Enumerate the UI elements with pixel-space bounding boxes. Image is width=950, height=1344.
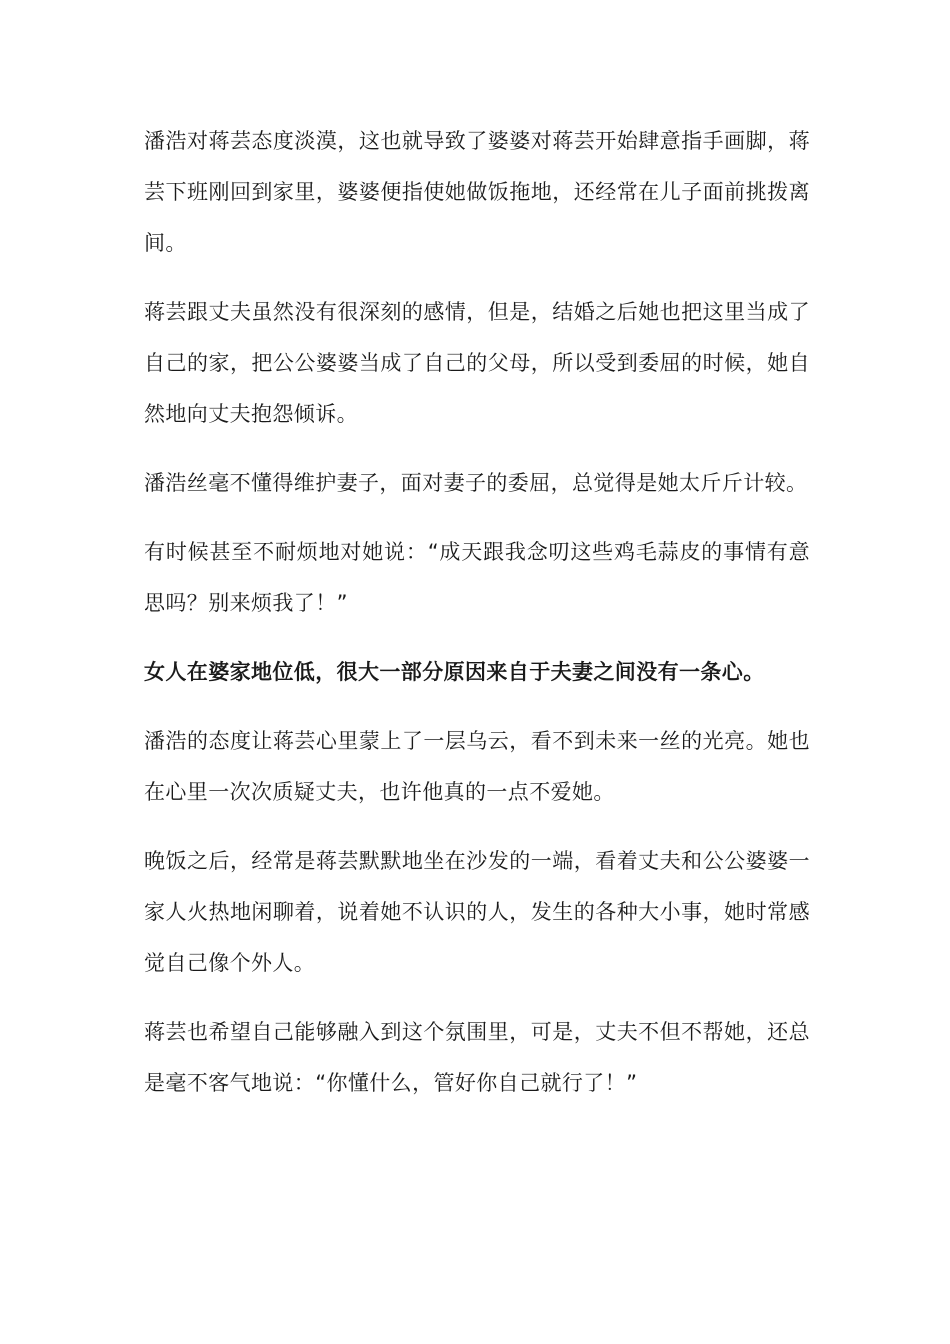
paragraph: 潘浩的态度让蒋芸心里蒙上了一层乌云，看不到未来一丝的光亮。她也在心里一次次质疑丈夫，也许他真的一点不爱她。 (144, 729, 810, 804)
paragraph: 晚饭之后，经常是蒋芸默默地坐在沙发的一端，看着丈夫和公公婆婆一家人火热地闲聊着，说着她不认识的人，发生的各种大小事，她时常感觉自己像个外人。 (144, 849, 810, 975)
paragraph: 潘浩对蒋芸态度淡漠，这也就导致了婆婆对蒋芸开始肆意指手画脚，蒋芸下班刚回到家里，婆婆便指使她做饭拖地，还经常在儿子面前挑拨离间。 (144, 129, 810, 255)
paragraph: 蒋芸也希望自己能够融入到这个氛围里，可是，丈夫不但不帮她，还总是毫不客气地说：“你懂什么，管好你自己就行了！” (144, 1020, 810, 1095)
paragraph: 潘浩丝毫不懂得维护妻子，面对妻子的委屈，总觉得是她太斤斤计较。 (144, 471, 808, 495)
bold-highlight-paragraph: 女人在婆家地位低，很大一部分原因来自于夫妻之间没有一条心。 (144, 660, 765, 684)
article-body (144, 116, 810, 1127)
paragraph: 蒋芸跟丈夫虽然没有很深刻的感情，但是，结婚之后她也把这里当成了自己的家，把公公婆婆当成了自己的父母，所以受到委屈的时候，她自然地向丈夫抱怨倾诉。 (144, 300, 810, 426)
paragraph: 有时候甚至不耐烦地对她说：“成天跟我念叨这些鸡毛蒜皮的事情有意思吗？别来烦我了！” (144, 540, 810, 615)
